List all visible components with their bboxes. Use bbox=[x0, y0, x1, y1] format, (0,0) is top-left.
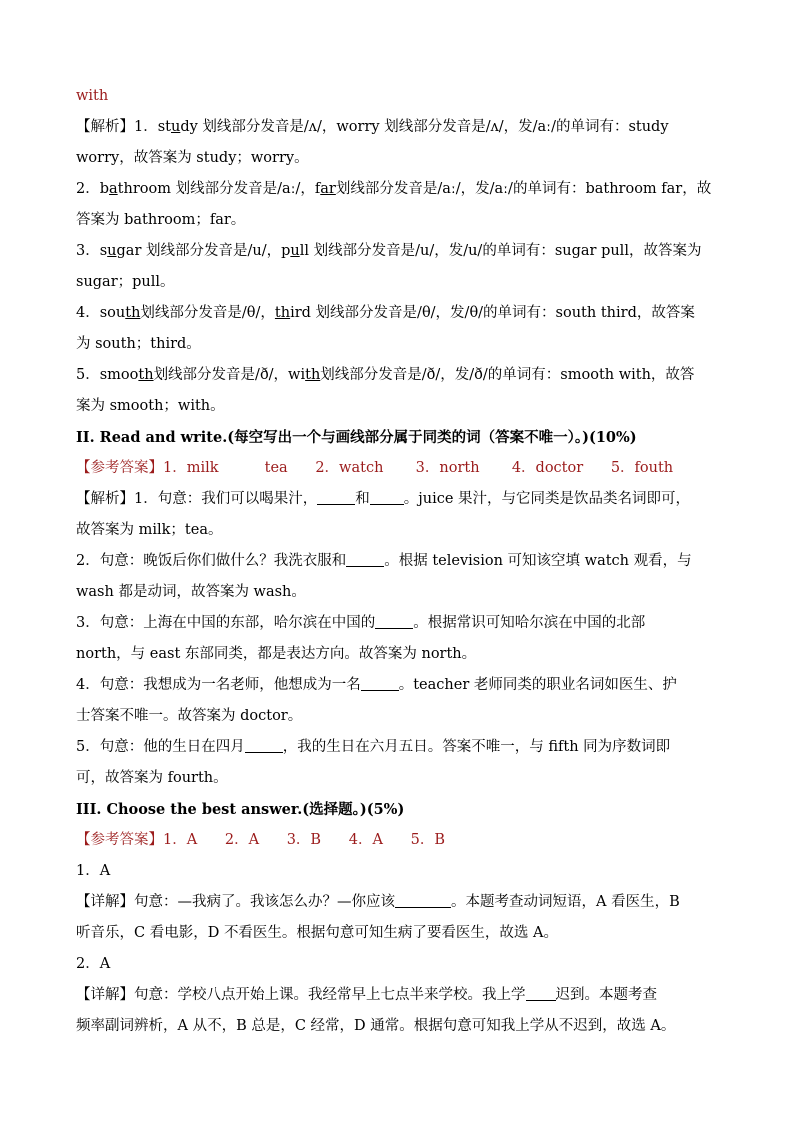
underlined-letters: u bbox=[171, 119, 181, 135]
answer-blank bbox=[245, 736, 283, 753]
text-line: 3．句意：上海在中国的东部，哈尔滨在中国的 。根据常识可知哈尔滨在中国的北部 bbox=[76, 608, 748, 639]
underlined-letters: u bbox=[290, 243, 300, 259]
text-line: 频率副词辨析，A 从不，B 总是，C 经常，D 通常。根据句意可知我上学从不迟到，故选 A。 bbox=[76, 1018, 676, 1034]
answer-blank bbox=[395, 891, 451, 908]
underlined-letters: a bbox=[109, 181, 118, 197]
answer-blank bbox=[370, 488, 404, 505]
text-line: 案为 smooth；with。 bbox=[76, 398, 225, 414]
underlined-letters: th bbox=[125, 305, 141, 321]
text-line: 士答案不唯一。故答案为 doctor。 bbox=[76, 708, 303, 724]
answer-key-line: 【参考答案】1．A 2．A 3．B 4．A 5．B bbox=[76, 832, 445, 848]
answer-blank bbox=[361, 674, 399, 691]
underlined-letters: th bbox=[305, 367, 321, 383]
text-line: 2．句意：晚饭后你们做什么？我洗衣服和 。根据 television 可知该空填 watch 观看，与 bbox=[76, 546, 748, 577]
answer-blank bbox=[317, 488, 355, 505]
underlined-letters: ar bbox=[320, 181, 336, 197]
text-line: 答案为 bathroom；far。 bbox=[76, 212, 246, 228]
document-content bbox=[76, 81, 748, 1042]
text-line: 4．句意：我想成为一名老师，他想成为一名 。teacher 老师同类的职业名词如医生、护 bbox=[76, 670, 748, 701]
text-line: 【解析】1．句意：我们可以喝果汁， 和 。juice 果汁，与它同类是饮品类名词即可， bbox=[76, 484, 748, 515]
section-heading-2: II. Read and write.(每空写出一个与画线部分属于同类的词（答案不唯一）。)(10%) bbox=[76, 429, 637, 446]
text-line: 为 south；third。 bbox=[76, 336, 201, 352]
text-line: 听音乐，C 看电影，D 不看医生。根据句意可知生病了要看医生，故选 A。 bbox=[76, 925, 559, 941]
text-line: 【详解】句意：学校八点开始上课。我经常早上七点半来学校。我上学 迟到。本题考查 bbox=[76, 980, 748, 1011]
text-line: 2．A bbox=[76, 956, 111, 972]
answer-key-line: 【参考答案】1．milk tea 2．watch 3．north 4．doctor 5．fouth bbox=[76, 460, 674, 476]
text-line: with bbox=[76, 88, 109, 104]
answer-blank bbox=[526, 984, 556, 1001]
section-heading-3: III. Choose the best answer.(选择题。)(5%) bbox=[76, 801, 405, 818]
text-line: north，与 east 东部同类，都是表达方向。故答案为 north。 bbox=[76, 646, 477, 662]
text-line: sugar；pull。 bbox=[76, 274, 175, 290]
text-line: worry，故答案为 study；worry。 bbox=[76, 150, 309, 166]
text-line: 可，故答案为 fourth。 bbox=[76, 770, 228, 786]
answer-blank bbox=[346, 550, 384, 567]
underlined-letters: th bbox=[138, 367, 154, 383]
text-line: 2．bathroom 划线部分发音是/aː/，far划线部分发音是/aː/，发/aː/的单词有：bathroom far，故 bbox=[76, 181, 712, 197]
text-line: wash 都是动词，故答案为 wash。 bbox=[76, 584, 306, 600]
text-line: 【详解】句意：—我病了。我该怎么办？—你应该 。本题考查动词短语，A 看医生，B bbox=[76, 887, 748, 918]
text-line: 【解析】1．study 划线部分发音是/ʌ/，worry 划线部分发音是/ʌ/，发/aː/的单词有：study bbox=[76, 119, 669, 135]
text-line: 1．A bbox=[76, 863, 111, 879]
text-line: 3．sugar 划线部分发音是/u/，pull 划线部分发音是/u/，发/u/的单词有：sugar pull，故答案为 bbox=[76, 243, 702, 259]
text-line: 5．smooth划线部分发音是/ð/，with划线部分发音是/ð/，发/ð/的单词有：smooth with，故答 bbox=[76, 367, 695, 383]
text-line: 故答案为 milk；tea。 bbox=[76, 522, 223, 538]
text-line: 5．句意：他的生日在四月 ，我的生日在六月五日。答案不唯一，与 fifth 同为序数词即 bbox=[76, 732, 748, 763]
underlined-letters: th bbox=[274, 305, 291, 321]
underlined-letters: u bbox=[107, 243, 117, 259]
answer-blank bbox=[375, 612, 413, 629]
text-line: 4．south划线部分发音是/θ/，third 划线部分发音是/θ/，发/θ/的单词有：south third，故答案 bbox=[76, 305, 695, 321]
